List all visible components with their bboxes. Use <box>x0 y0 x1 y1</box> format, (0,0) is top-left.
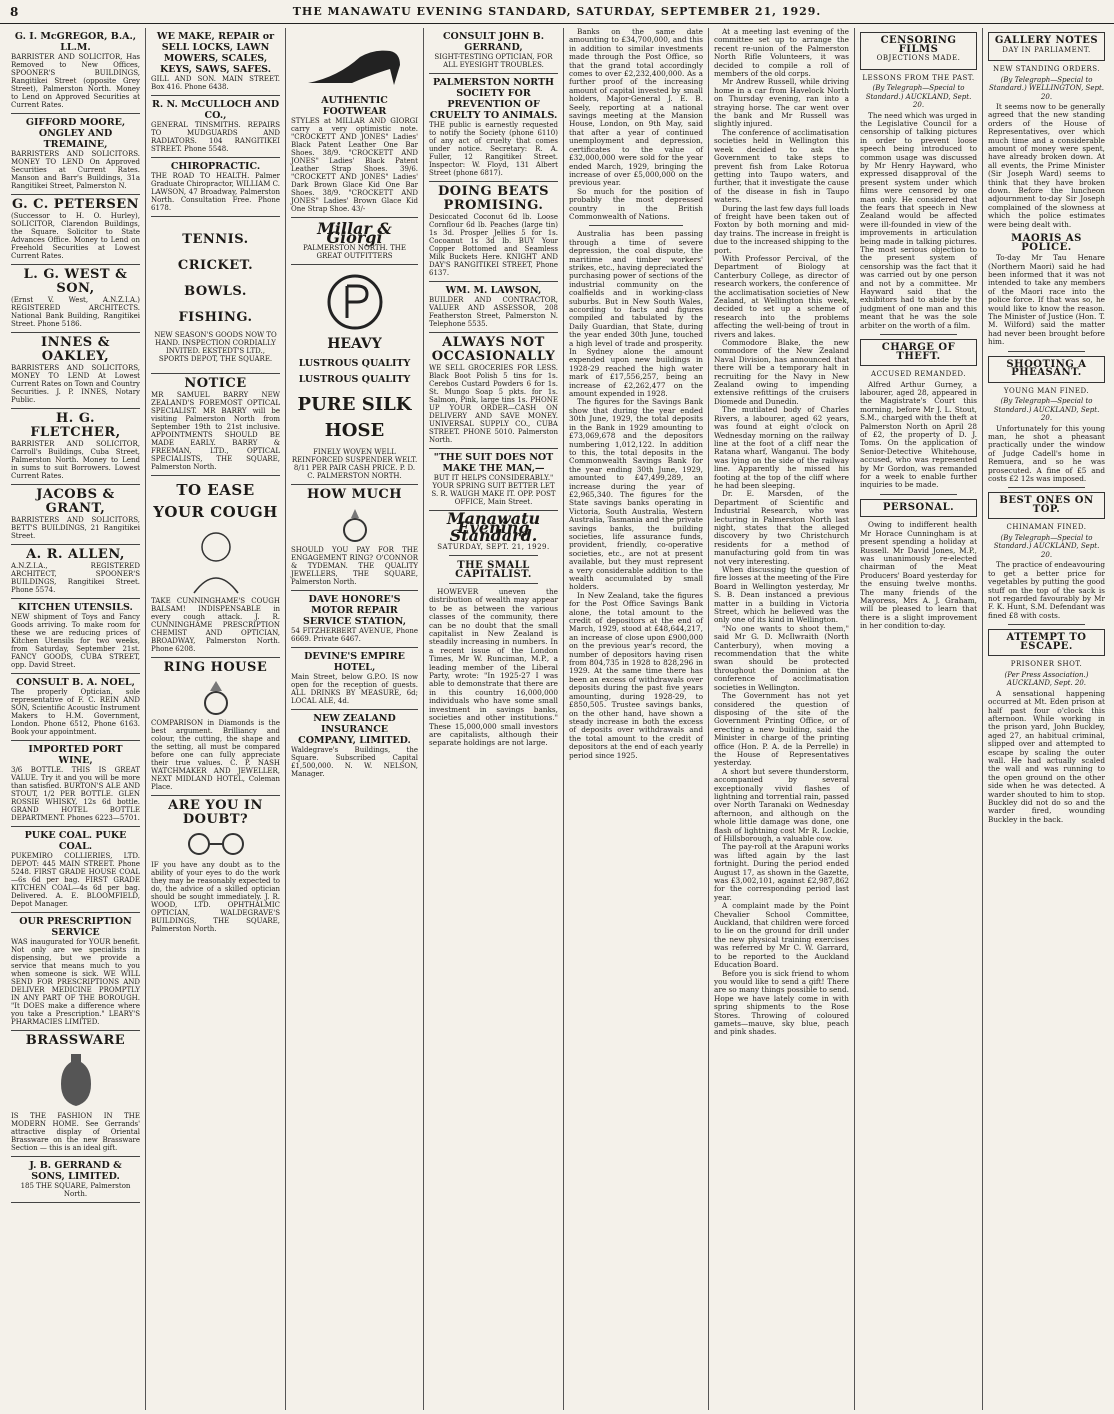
news-paragraph: The pay-roll at the Arapuni works was lifted again by the last fortnight. During the period ended August 17, as shown in the Gazette, was £3,002,101, against £2,987,862 for the corresponding period last year. <box>714 842 849 902</box>
byline: (By Telegraph—Special to Standard.) AUCKLAND, Sept. 20. <box>865 84 972 109</box>
article-body: A sensational happening occurred at Mt. Eden prison at half past four o'clock this afternoon. While working in the prison yard, John Buckley, aged 27, an habitual criminal, slipped over and attempted to escape by scaling the outer wall. He had actually scaled the wall and was running to the open ground on the other side when he was detected. A warder shouted to him to stop. Buckley did not do so and the warder fired, wounding Buckley in the back. <box>988 688 1105 824</box>
column-2 <box>146 28 286 1410</box>
ad-gerrand-optician: CONSULT JOHN B. GERRAND, SIGHT-TESTING OPTICIAN, FOR ALL EYESIGHT TROUBLES. <box>429 28 558 74</box>
pdc-logo-icon <box>325 272 385 332</box>
man-coughing-icon <box>176 525 256 595</box>
subheading: ACCUSED REMANDED. <box>871 370 966 379</box>
editorial-headline: THE SMALL CAPITALIST. <box>455 560 532 580</box>
ad-innes-oakley: INNES & OAKLEY, BARRISTERS AND SOLICITORS, MONEY TO LEND At Lowest Current Rates on Town and Country Securities. J. P. INNES, Notary Public. <box>11 333 140 409</box>
ad-allen: A. R. ALLEN, A.N.Z.I.A., REGISTERED ARCHITECT, SPOONER'S BUILDINGS, Rangitikei Street. Phone 5574. <box>11 545 140 599</box>
article-body: Alfred Arthur Gurney, a labourer, aged 28, appeared in the Magistrate's Court this morning, before Mr J. L. Stout, S.M., charged with the theft at Palmerston North on April 28 of £2, the property of D. J. Toms. On the application of Senior-Detective Whitehouse, accused, who was represented by Mr Gordon, was remanded for a week to enable further inquiries to be made. <box>860 379 977 490</box>
subheading: PRISONER SHOT. <box>1010 660 1083 669</box>
news-paragraph: Commodore Blake, the new commodore of the New Zealand Naval Division, has announced that there will be a temporary halt in recruiting for the Navy in New Zealand owing to impending extensive refittings of the cruisers Diomede and Dunedin. <box>714 338 849 406</box>
article-paragraph: In New Zealand, take the figures for the Post Office Savings Bank alone, the total amount to the credit of depositors at the end of March, 1929, stood at £48,644,217, an increase of close upon £900,000 on the previous year's record, the number of depositors having risen from 804,735 in 1928 to 828,296 in 1929. At the same time there has been an excess of withdrawals over deposits during the past five years amounting, during 1928-29, to £850,505. Trustee savings banks, on the other hand, have shown a steady increase in both the excess of deposits over withdrawals and the total amount to the credit of depositors at the end of each yearly period since 1925. <box>569 590 703 760</box>
column-5 <box>564 28 709 1410</box>
ad-universal-supply: ALWAYS NOT OCCASIONALLY WE SELL GROCERIES FOR LESS. Black Boot Polish 5 tins for 1s. Cerebos Custard Powders 6 for 1s. St. Mungo Soap 5 pkts. for 1s. Salmon, Pink, large tins 1s. PHONE UP YOUR ORDER—CASH ON DELIVERY AND SAVE MONEY. UNIVERSAL SUPPLY CO., CUBA STREET. PHONE 5010. Palmerston North. <box>429 333 558 449</box>
censoring-films-heading: CENSORING FILMS OBJECTIONS MADE. <box>860 32 977 70</box>
news-paragraph: The Government has not yet considered the question of disposing of the site of the Government Printing Office, or of erecting a new building, said the Minister in charge of the printing office (Hon. P. A. de la Perrelle) in the House of Representatives yesterday. <box>714 691 849 768</box>
news-paragraph: Mr Andrew Russell, while driving home in a car from Havelock North on Thursday evening, ran into a straying horse. The car went over the bank and Mr Russell was slightly injured. <box>714 77 849 129</box>
ad-mcgregor: G. I. McGREGOR, B.A., LL.M. BARRISTER AND SOLICITOR, Has Removed to New Offices, SPOONER'S BUILDINGS, Rangitikei Street (opposite Grey Street), Palmerston North. Money to Lend on Approved Securities at Current Rates. <box>11 28 140 114</box>
ad-ekstedts: TENNIS. CRICKET. BOWLS. FISHING. NEW SEASON'S GOODS NOW TO HAND. INSPECTION CORDIALLY INVITED. EKSTEDT'S LTD., SPORTS DEPOT, THE SQUARE. <box>151 217 280 374</box>
subheading: CHINAMAN FINED. <box>1006 523 1087 532</box>
ad-devines-hotel: DEVINE'S EMPIRE HOTEL, Main Street, below G.P.O. IS now open for the reception of guests. ALL DRINKS BY MEASURE, 6d; LOCAL ALE, 4d. <box>291 648 418 710</box>
article-body: Unfortunately for this young man, he shot a pheasant practically under the window of Judge Cadell's home in Remuera, and so he was prosecuted. A fine of £5 and costs £2 12s was imposed. <box>988 423 1105 483</box>
article-paragraph: So much for the position of probably the most depressed country in the British Commonwealth of Nations. <box>569 186 703 221</box>
article-body: Owing to indifferent health Mr Horace Cunningham is at present spending a holiday at Russell. Mr David Jones, M.P., was unanimously re-elected chairman of the Meat Producers' Board yesterday for the ensuing twelve months. The many friends of the Mayoress, Mrs A. J. Graham, will be pleased to learn that there is a slight improvement in her condition to-day. <box>860 520 977 631</box>
gallery-notes-heading: GALLERY NOTES DAY IN PARLIAMENT. <box>988 32 1105 61</box>
ad-prescription: OUR PRESCRIPTION SERVICE WAS inaugurated for YOUR benefit. Not only are we specialists in dispensing, but we provide a service that means much to you when someone is sick. WE WILL SEND FOR PRESCRIPTIONS AND DELIVER MEDICINE PROMPTLY IN ANY PART OF THE BOROUGH. "It DOES make a difference where you take a Prescription." LEARY'S PHARMACIES LIMITED. <box>11 913 140 1031</box>
byline: (Per Press Association.) AUCKLAND, Sept. 20. <box>1004 670 1089 688</box>
newspaper-title: THE MANAWATU EVENING STANDARD, SATURDAY, SEPTEMBER 21, 1929. <box>292 5 822 18</box>
news-paragraph: A complaint made by the Point Chevalier School Committee, Auckland, that children were forced to lie on the ground for drill under the new physical training exercises was referred by Mr C. W. Garrard, to be reported to the Auckland Education Board. <box>714 901 849 970</box>
ad-west-son: L. G. WEST & SON, (Ernst V. West, A.N.Z.I.A.) REGISTERED ARCHITECTS. National Bank Building, Rangitikei Street. Phone 5186. <box>11 265 140 333</box>
ad-gifford-moore: GIFFORD MOORE, ONGLEY AND TREMAINE, BARRISTERS AND SOLICITORS. MONEY TO LEND On Approved Securities at Current Rates. Manson and Barr's Buildings, 31a Rangitikei Street, Palmerston N. <box>11 114 140 195</box>
ad-lawson-builder: WM. M. LAWSON, BUILDER AND CONTRACTOR, VALUER AND ASSESSOR, 208 Featherston Street, Palmerston N. Telephone 5535. <box>429 282 558 333</box>
attempt-escape-heading: ATTEMPT TO ESCAPE. <box>988 629 1105 656</box>
news-paragraph: The conference of acclimatisation societies held in Wellington this week decided to ask the Government to take steps to prevent fish from Lake Rotorua getting into Taupo waters, and further, that it investigate the cause of the disease in fish in Taupo waters. <box>714 127 849 205</box>
article-body: To-day Mr Tau Henare (Northern Maori) said he had been informed that it was not intended to take any members of the Maori race into the police force. If that was so, he would like to know the reason. The Minister of Justice (Hon. T. M. Wilford) said the matter had never been brought before him. <box>988 253 1105 347</box>
subheading: NEW STANDING ORDERS. <box>992 65 1100 73</box>
column-1 <box>6 28 146 1410</box>
charge-of-theft-heading: CHARGE OF THEFT. <box>860 339 977 366</box>
ad-jacobs-grant: JACOBS & GRANT, BARRISTERS AND SOLICITORS, BETT'S BUILDINGS, 21 Rangitikei Street. <box>11 485 140 545</box>
ad-waugh-suit: "THE SUIT DOES NOT MAKE THE MAN,— BUT IT HELPS CONSIDERABLY." YOUR SPRING SUIT BETTER LET S. R. WAUGH MAKE IT. OPP. POST OFFICE, Main Street. <box>429 449 558 511</box>
article-paragraph: Banks on the same date amounting to £34,700,000, and this in addition to similar investments made through the Post Office, so that the grand total accordingly comes to over £2,232,400,000. As a further proof of the increasing amount of capital invested by small holders, Major-General J. E. B. Seely, reporting at a national savings meeting at the Mansion House, London, on 9th May, said that after a year of continued unemployment and depression, certificates to the value of £32,000,000 were sold for the year ended March, 1929, bringing the increase of over £5,000,000 on the previous year. <box>569 28 703 188</box>
news-paragraph: With Professor Percival, of the Department of Biology at Canterbury College, as director of research workers, the conference of the acclimatisation societies of New Zealand, at Wellington this week, decided to set up a scheme of research into the problems affecting the well-being of trout in rivers and lakes. <box>714 253 849 339</box>
article-body: The need which was urged in the Legislative Council for a censorship of talking pictures in order to prevent loose speech being introduced to common usage was discussed by Mr Henry Hayward, who expressed disapproval of the present system under which films were censored by one man only. He considered that the fears that speech in New Zealand would be affected were ill-founded in view of the improvements in articulation being made in talking pictures. The most serious objection to the present system of censorship was the fact that it was carried out by one person and not by a committee. Mr Hayward said that the exhibitors had to abide by the judgment of one man and this meant that he was the sole arbiter on the worth of a film. <box>860 110 977 330</box>
news-paragraph: "No one wants to shoot them," said Mr G. D. McIlwraith (North Canterbury), when moving a recommendation that the white swan should be protected throughout the Dominion at the conference of acclimatisation societies in Wellington. <box>714 623 849 692</box>
ad-mcculloch: R. N. McCULLOCH AND CO., GENERAL TINSMITHS. REPAIRS TO MUDGUARDS AND RADIATORS. 104 RANGITIKEI STREET. Phone 5548. <box>151 96 280 158</box>
news-paragraph: Dr. E. Marsden, of the Department of Scientific and Industrial Research, who was lecturing in Palmerston North last night, states that the alleged discovery by two Christchurch residents for a method of manufacturing gold from tin was not very interesting. <box>714 489 849 566</box>
page-number: 8 <box>10 4 20 19</box>
editorial-masthead: Manawatu Evening Standard. <box>446 509 541 545</box>
column-7 <box>855 28 983 1410</box>
spectacles-icon <box>181 829 251 859</box>
masthead <box>0 0 1114 24</box>
ad-brassware: BRASSWARE IS THE FASHION IN THE MODERN HOME. See Gerrands' attractive display of Oriental Brassware on the new Brassware Section — this is an ideal gift. <box>11 1031 140 1157</box>
column-6 <box>709 28 855 1410</box>
ad-puke-coal: PUKE COAL. PUKE COAL. PUKEMIRO COLLIERIES, LTD. DEPOT: 445 MAIN STREET. Phone 5248. FIRST GRADE HOUSE COAL—6s 6d per bag. FIRST GRADE KITCHEN COAL—4s 6d per bag. Delivered. A. E. BLOOMFIELD, Depot Manager. <box>11 827 140 913</box>
subheading: LESSONS FROM THE PAST. <box>862 73 975 82</box>
byline: (By Telegraph—Special to Standard.) AUCKLAND, Sept. 20. <box>993 397 1100 423</box>
byline: (By Telegraph—Special to Standard.) WELLINGTON, Sept. 20. <box>988 75 1105 101</box>
news-paragraph: At a meeting last evening of the committee set up to arrange the recent re-union of the Palmerston North Rifle Volunteers, it was decided to compile a roll of members of the old corps. <box>714 28 849 79</box>
maoris-police-heading: MAORIS AS POLICE. <box>1011 233 1082 253</box>
ladies-shoe-icon <box>300 33 410 93</box>
news-paragraph: Before you is sick friend to whom you would like to send a gift! There are so many things possible to send. Hope we have lately come in with spring shipments to the Rose Stores. Throwing of coloured gamets—mauve, sky blue, peach and pink shades. <box>714 968 849 1037</box>
news-paragraph: A short but severe thunderstorm, accompanied by several exceptionally vivid flashes of lightning and torrential rain, passed over North Taranaki on Wednesday afternoon, and although on the whole little damage was done, one flash of lightning cost Mr R. Lockie, of Hillsborough, a valuable cow. <box>714 766 849 843</box>
brass-vase-icon <box>56 1050 96 1110</box>
ad-cough: TO EASE YOUR COUGH TAKE CUNNINGHAME'S COUGH BALSAM! INDISPENSABLE in every cough attack. J. R. CUNNINGHAME PRESCRIPTION CHEMIST AND OPTICIAN, BROADWAY, Palmerston North. Phone 6208. <box>151 476 280 658</box>
ad-fletcher: H. G. FLETCHER, BARRISTER AND SOLICITOR, Carroll's Buildings, Cuba Street, Palmerston North. Money to Lend in sums to suit Borrowers. Lowest Current Rates. <box>11 409 140 485</box>
personal-heading: PERSONAL. <box>860 499 977 518</box>
best-ones-heading: BEST ONES ON TOP. <box>988 492 1105 519</box>
article-body: It seems now to be generally agreed that the new standing orders of the House of Representatives, over which much time and a considerable amount of money were spent, have already broken down. At all events, the Prime Minister (Sir Joseph Ward) seems to think that they have broken down. Before the luncheon adjournment to-day Sir Joseph complained of the slowness at which the police estimates were being dealt with. <box>988 102 1105 229</box>
page-columns <box>6 28 1110 1410</box>
editorial-body: HOWEVER uneven the distribution of wealth may appear to be as between the various classes of the community, there can be no doubt that the small capitalist in New Zealand is steadily increasing in numbers. In a recent issue of the London Times, Mr W. Runciman, M.P., a leading member of the Liberal Party, wrote: "In 1925-27 I was able to demonstrate that there are in this country 16,000,000 individuals who have some small investment in savings banks, societies and other institutions." These 15,000,000 small investors are capitalists, although their separate holdings are not large. <box>429 587 558 748</box>
news-paragraph: When discussing the question of fire losses at the meeting of the Fire Board in Wellington yesterday, Mr S. B. Dean instanced a previous matter in a building in Victoria Street, which he believed was the only one of its kind in Wellington. <box>714 565 849 625</box>
ad-wood-optician: ARE YOU IN DOUBT? IF you have any doubt as to the ability of your eyes to do the work they may be reasonably expected to do, the advice of a skilled optician should be sought immediately. J. R. WOOD, LTD. OPHTHALMIC OPTICIAN, WALDEGRAVE'S BUILDINGS, THE SQUARE, Palmerston North. <box>151 798 280 933</box>
ad-chiropractic: CHIROPRACTIC. THE ROAD TO HEALTH. Palmer Graduate Chiropractor, WILLIAM C. LAWSON, 47 Broadway, Palmerston North. Consultation Free. Phone 6178. <box>151 158 280 217</box>
ad-noel: CONSULT B. A. NOEL, The properly Optician, sole representative of F. C. REIN AND SON, Scientific Acoustic Instrument Makers to H.M. Government, London. Phone 6512, Phone 6163. Book your appointment. <box>11 674 140 741</box>
ad-nz-insurance: NEW ZEALAND INSURANCE COMPANY, LIMITED. Waldegrave's Buildings, the Square. Subscribed Capital £1,500,000. N. W. NELSON, Manager. <box>291 713 418 778</box>
news-paragraph: The mutilated body of Charles Rivers, a labourer, aged 62 years, was found at eight o'clock on Wednesday morning on the railway line at the foot of a cliff near the Ratana wharf, Wanganui. The body was lying on the side of the railway line. Apparently he missed his footing at the top of the cliff where he had been sleeping. <box>714 405 849 490</box>
ad-engagement-ring: HOW MUCH SHOULD YOU PAY FOR THE ENGAGEMENT RING? O'CONNOR & TYDEMAN. THE QUALITY JEWELLERS, THE SQUARE, Palmerston North. <box>291 485 418 591</box>
article-paragraph: Australia has been passing through a time of severe depression, the coal dispute, the maritime and timber workers' strikes, etc., having depreciated the purchasing power of sections of the industrial community on the coalfields and in working-class suburbs. But in New South Wales, according to facts and figures compiled and tabulated by the Daily Guardian, that State, during the year ended 30th June, touched a high level of trade and prosperity. In Sydney alone the amount expended upon new buildings in 1928-29 reached the high water mark of £17,556,257, being an increase of £2,262,477 on the amount expended in 1928. <box>569 229 703 399</box>
subheading: YOUNG MAN FINED. <box>1003 386 1090 395</box>
ad-footwear: AUTHENTIC FOOTWEAR STYLES at MILLAR AND GIORGI carry a very optimistic note. "CROCKETT AND JONES" Ladies' Black Patent Leather One Bar Shoes. 38/9. "CROCKETT AND JONES" Ladies' Black Patent Leather Strap Shoes. 39/6. "CROCKETT AND JONES" Ladies' Dark Brown Glace Kid One Bar Shoes. 38/9. "CROCKETT AND JONES" Ladies' Brown Glace Kid One Strap Shoe. 43/- <box>291 28 418 218</box>
diamond-ring-icon <box>191 677 241 717</box>
ad-kitchen-utensils: KITCHEN UTENSILS. NEW shipment of Toys and Fancy Goods arriving. To make room for these we are reducing prices of Kitchen Utensils for two weeks, from Saturday, September 21st. FANCY GOODS, CUBA STREET, opp. David Street. <box>11 599 140 674</box>
ad-petersen: G. C. PETERSEN (Successor to H. O. Hurley), SOLICITOR, Clarendon Buildings, the Square. Solicitor to State Advances Office. Money to Lend on Freehold Securities at Lowest Current Rates. <box>11 195 140 265</box>
news-paragraph: During the last few days full loads of freight have been taken out of Foxton by both morning and mid-day trains. The increase in freight is due to the increased shipping to the port. <box>714 203 849 255</box>
ad-millar-giorgi: Millar & Giorgi PALMERSTON NORTH. THE GREAT OUTFITTERS <box>291 218 418 265</box>
article-paragraph: The figures for the Savings Bank show that during the year ended 30th June, 1929, the total deposits in the Bank in 1929 amounting to £73,069,678 and the depositors numbering 1,012,122. In addition to this, the total deposits in the Commonwealth Savings Bank for the year ending 30th June, 1929, amounted to £47,499,289, an increase during the year of £2,965,340. The figures for the State savings banks operating in Victoria, South Australia, Western Australia, Tasmania and the private savings banks, the building societies, life assurance funds, provident, friendly, co-operative societies, etc., are not at present available, but they must represent a very considerable addition to the wealth accumulated by small holders. <box>569 397 703 592</box>
ad-ring-house: RING HOUSE COMPARISON in Diamonds is the best argument. Brilliancy and colour, the cutting, the shape and the setting, all must be compared before one can fully appreciate their true values. C. P. NASH WATCHMAKER AND JEWELLER, NEXT MIDLAND HOTEL, Coleman Place. <box>151 658 280 796</box>
column-8 <box>983 28 1110 1410</box>
ad-samuel-barry: NOTICE MR SAMUEL BARRY NEW ZEALAND'S FOREMOST OPTICAL SPECIALIST. MR BARRY will be visiting Palmerston North from September 19th to 21st inclusive. APPOINTMENTS SHOULD BE MADE EARLY. BARRY & FREEMAN, LTD., OPTICAL SPECIALISTS, THE SQUARE, Palmerston North. <box>151 374 280 476</box>
ad-dave-honore: DAVE HONORE'S MOTOR REPAIR SERVICE STATION, 54 FITZHERBERT AVENUE, Phone 6669. Private 6467. <box>291 591 418 648</box>
byline: (By Telegraph—Special to Standard.) AUCKLAND, Sept. 20. <box>993 533 1100 559</box>
ad-gill-son: WE MAKE, REPAIR or SELL LOCKS, LAWN MOWERS, SCALES, KEYS, SAWS, SAFES. GILL AND SON. MAIN STREET. Box 416. Phone 6438. <box>151 28 280 96</box>
ad-gerrand-sons: J. B. GERRAND & SONS, LIMITED. 185 THE SQUARE, Palmerston North. <box>11 1157 140 1203</box>
article-body: The practice of endeavouring to get a better price for vegetables by putting the good stuff on the top of the sack is not regarded favourably by Mr F. K. Hunt, S.M. Defendant was fined £8 with costs. <box>988 560 1105 620</box>
ad-spca: PALMERSTON NORTH SOCIETY FOR PREVENTION OF CRUELTY TO ANIMALS. THE public is earnestly requested to notify the Society (phone 6110) of any act of cruelty that comes under notice. Secretary: R. A. Fuller, 12 Rangitikei Street. Inspector: W. Floyd, 131 Albert Street (phone 6817). <box>429 74 558 182</box>
ad-port-wine: IMPORTED PORT WINE, 3/6 BOTTLE. THIS IS GREAT VALUE. Try it and you will be more than satisfied. BURTON'S ALE AND STOUT, 1/2 PER BOTTLE. GLEN ROSSIE WHISKY, 12s 6d bottle. GRAND HOTEL BOTTLE DEPARTMENT. Phones 6223—5701. <box>11 741 140 827</box>
column-4 <box>424 28 564 1410</box>
editorial-date: SATURDAY, SEPT. 21, 1929. <box>437 542 550 551</box>
shooting-pheasant-heading: SHOOTING A PHEASANT. <box>988 356 1105 383</box>
ad-knight-day: DOING BEATS PROMISING. Desiccated Coconut 6d lb. Loose Cornflour 6d lb. Peaches (large tin) 1s 3d. Prosper Jellies 5 for 1s. Cocoanut 1s 3d lb. BUY Your Copper Bottomed and Seamless Milk Buckets Here. KNIGHT AND DAY'S RANGITIKEI STREET, Phone 6137. <box>429 182 558 282</box>
column-3 <box>286 28 424 1410</box>
ad-pdc-hose: HEAVY LUSTROUS QUALITY LUSTROUS QUALITY PURE SILK HOSE FINELY WOVEN WELL REINFORCED SUSPENDER WELT. 8/11 PER PAIR CASH PRICE. P. D. C. PALMERSTON NORTH. <box>291 265 418 485</box>
engagement-ring-icon <box>330 504 380 544</box>
